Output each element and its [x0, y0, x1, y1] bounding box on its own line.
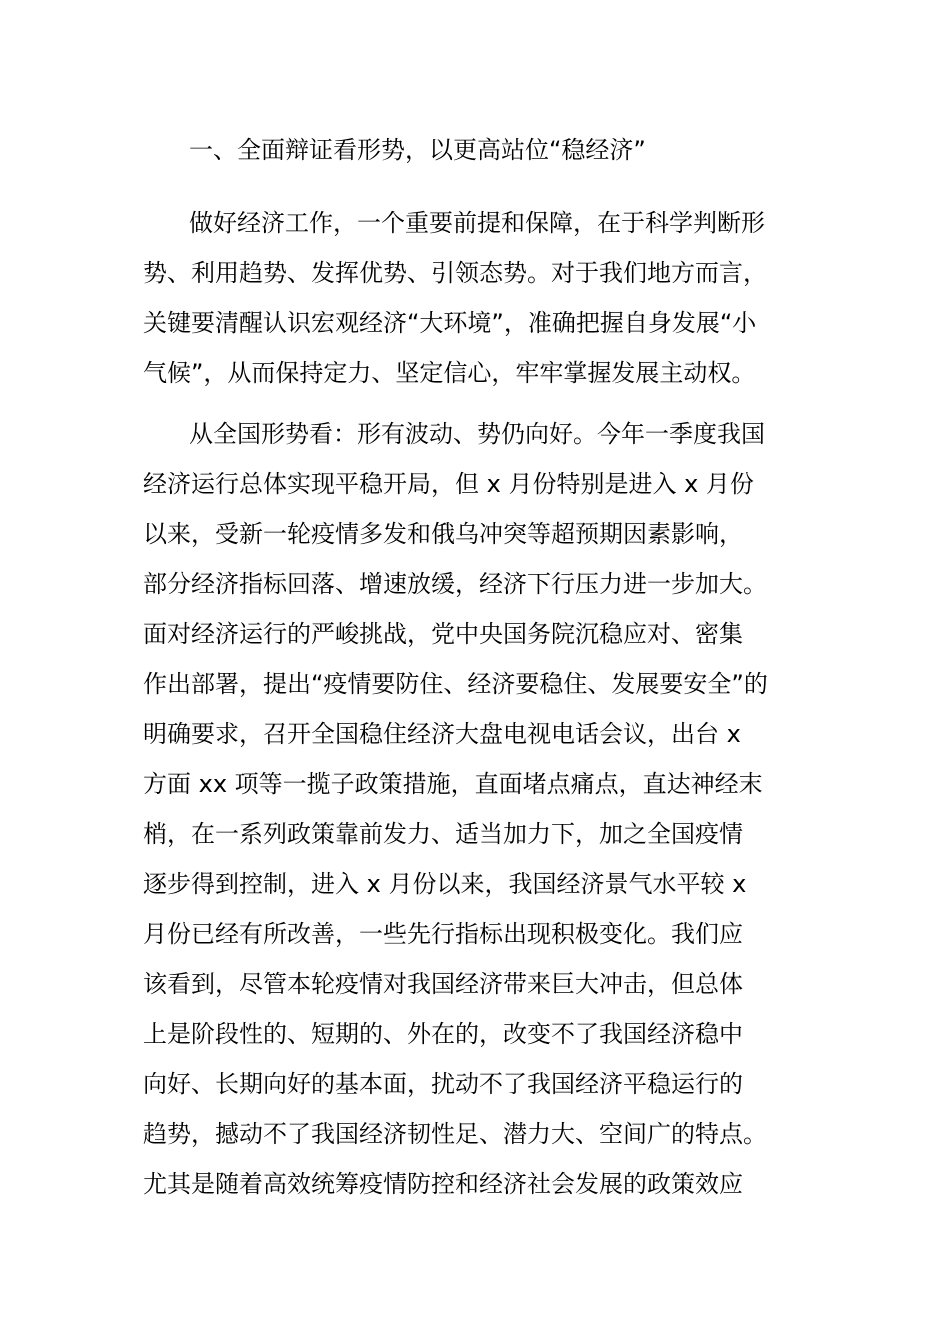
- paragraph-line: 逐步得到控制，进入 x 月份以来，我国经济景气水平较 x: [143, 870, 747, 898]
- paragraph-line: 从全国形势看：形有波动、势仍向好。今年一季度我国: [189, 420, 765, 448]
- paragraph-line: 经济运行总体实现平稳开局，但 x 月份特别是进入 x 月份: [143, 470, 754, 498]
- paragraph-line: 该看到，尽管本轮疫情对我国经济带来巨大冲击，但总体: [143, 970, 743, 998]
- paragraph-line: 以来，受新一轮疫情多发和俄乌冲突等超预期因素影响，: [143, 520, 743, 548]
- paragraph-line: 气候”，从而保持定力、坚定信心，牢牢掌握发展主动权。: [143, 359, 756, 387]
- paragraph-line: 尤其是随着高效统筹疫情防控和经济社会发展的政策效应: [143, 1170, 743, 1198]
- paragraph-line: 关键要清醒认识宏观经济“大环境”，准确把握自身发展“小: [143, 309, 757, 337]
- paragraph-line: 向好、长期向好的基本面，扰动不了我国经济平稳运行的: [143, 1070, 743, 1098]
- paragraph-line: 作出部署，提出“疫情要防住、经济要稳住、发展要安全”的: [143, 670, 768, 698]
- section-heading: 一、全面辩证看形势，以更高站位“稳经济”: [189, 136, 646, 164]
- paragraph-line: 势、利用趋势、发挥优势、引领态势。对于我们地方而言，: [143, 259, 767, 287]
- paragraph-line: 部分经济指标回落、增速放缓，经济下行压力进一步加大。: [143, 570, 767, 598]
- paragraph-2: [143, 409, 807, 1209]
- paragraph-line: 做好经济工作，一个重要前提和保障，在于科学判断形: [189, 209, 765, 237]
- paragraph-line: 方面 xx 项等一揽子政策措施，直面堵点痛点，直达神经末: [143, 770, 763, 798]
- paragraph-1: [143, 198, 807, 398]
- paragraph-line: 月份已经有所改善，一些先行指标出现积极变化。我们应: [143, 920, 743, 948]
- paragraph-line: 趋势，撼动不了我国经济韧性足、潜力大、空间广的特点。: [143, 1120, 767, 1148]
- paragraph-line: 明确要求，召开全国稳住经济大盘电视电话会议，出台 x: [143, 720, 741, 748]
- paragraph-line: 上是阶段性的、短期的、外在的，改变不了我国经济稳中: [143, 1020, 743, 1048]
- paragraph-line: 梢，在一系列政策靠前发力、适当加力下，加之全国疫情: [143, 820, 743, 848]
- paragraph-line: 面对经济运行的严峻挑战，党中央国务院沉稳应对、密集: [143, 620, 743, 648]
